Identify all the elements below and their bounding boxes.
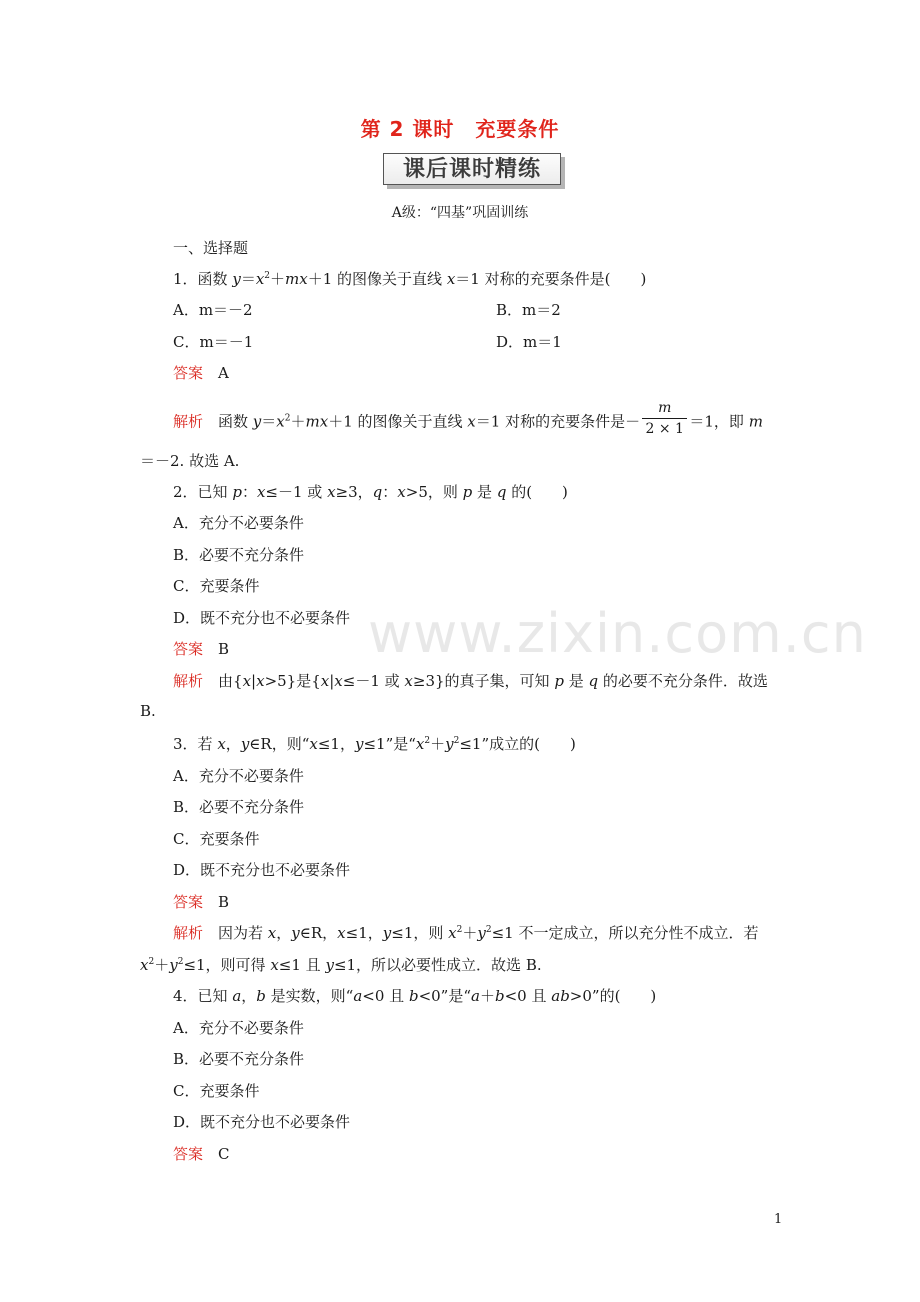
question-1-analysis: 解析 函数 $y=x^2+mx+1$ 的图像关于直线 x＝1 对称的充要条件是－ $\frac{m}{2 \times 1}$ ＝1，即 m: [173, 400, 763, 437]
question-4-stem: 4．已知 a，b 是实数，则“a<0 且 b<0”是“a＋b<0 且 ab>0”的( ): [173, 987, 657, 1005]
question-1-option-c: C．m＝－1: [173, 333, 254, 351]
question-3-stem: 3．若 x，y∈R，则“x≤1，y≤1”是“$x^2+y^2\le 1$”成立的( ): [173, 735, 576, 753]
question-2-stem: 2．已知 p：x≤－1 或 x≥3，q：x>5，则 p 是 q 的( ): [173, 483, 568, 501]
question-4-answer: 答案 C: [173, 1145, 230, 1163]
question-3-option-c: C．充要条件: [173, 830, 260, 848]
level-subtitle: A级：“四基”巩固训练: [391, 205, 529, 221]
question-1-answer: 答案 A: [173, 364, 229, 382]
question-2-option-d: D．既不充分也不必要条件: [173, 609, 351, 627]
question-2-analysis: 解析 由{x|x>5}是{x|x≤－1 或 x≥3}的真子集，可知 p 是 q 的必要不充分条件．故选: [173, 672, 768, 690]
practice-banner: 课后课时精练: [383, 153, 561, 185]
question-1-analysis-cont: ＝－2. 故选 A.: [140, 452, 240, 470]
question-1-option-d: D．m＝1: [496, 333, 562, 351]
question-3-option-d: D．既不充分也不必要条件: [173, 861, 351, 879]
question-3-option-a: A．充分不必要条件: [173, 767, 304, 785]
section-heading: 一、选择题: [173, 239, 249, 257]
question-1-option-a: A．m＝－2: [173, 301, 253, 319]
lesson-title: 第 2 课时 充要条件: [360, 117, 560, 141]
question-2-option-c: C．充要条件: [173, 577, 260, 595]
question-3-analysis: 解析 因为若 x，y∈R，x≤1，y≤1，则 $x^2+y^2\le 1$ 不一定成立，所以充分性不成立．若: [173, 924, 759, 942]
question-2-option-b: B．必要不充分条件: [173, 546, 305, 564]
fraction: $\frac{m}{2 \times 1}$: [642, 400, 687, 437]
question-3-analysis-cont: $x^2+y^2\le 1$，则可得 x≤1 且 y≤1，所以必要性成立．故选 B.: [140, 956, 542, 974]
question-4-option-a: A．充分不必要条件: [173, 1019, 304, 1037]
question-1-stem: 1．函数 $y=x^2+mx+1$ 的图像关于直线 x＝1 对称的充要条件是( ): [173, 270, 647, 288]
question-3-option-b: B．必要不充分条件: [173, 798, 305, 816]
page-number: 1: [774, 1212, 783, 1227]
site-watermark: www.zixin.com.cn: [368, 602, 867, 665]
question-1-option-b: B．m＝2: [496, 301, 561, 319]
question-4-option-b: B．必要不充分条件: [173, 1050, 305, 1068]
question-2-analysis-cont: B.: [140, 702, 156, 720]
question-2-answer: 答案 B: [173, 640, 230, 658]
question-3-answer: 答案 B: [173, 893, 230, 911]
question-2-option-a: A．充分不必要条件: [173, 514, 304, 532]
question-4-option-c: C．充要条件: [173, 1082, 260, 1100]
question-4-option-d: D．既不充分也不必要条件: [173, 1113, 351, 1131]
